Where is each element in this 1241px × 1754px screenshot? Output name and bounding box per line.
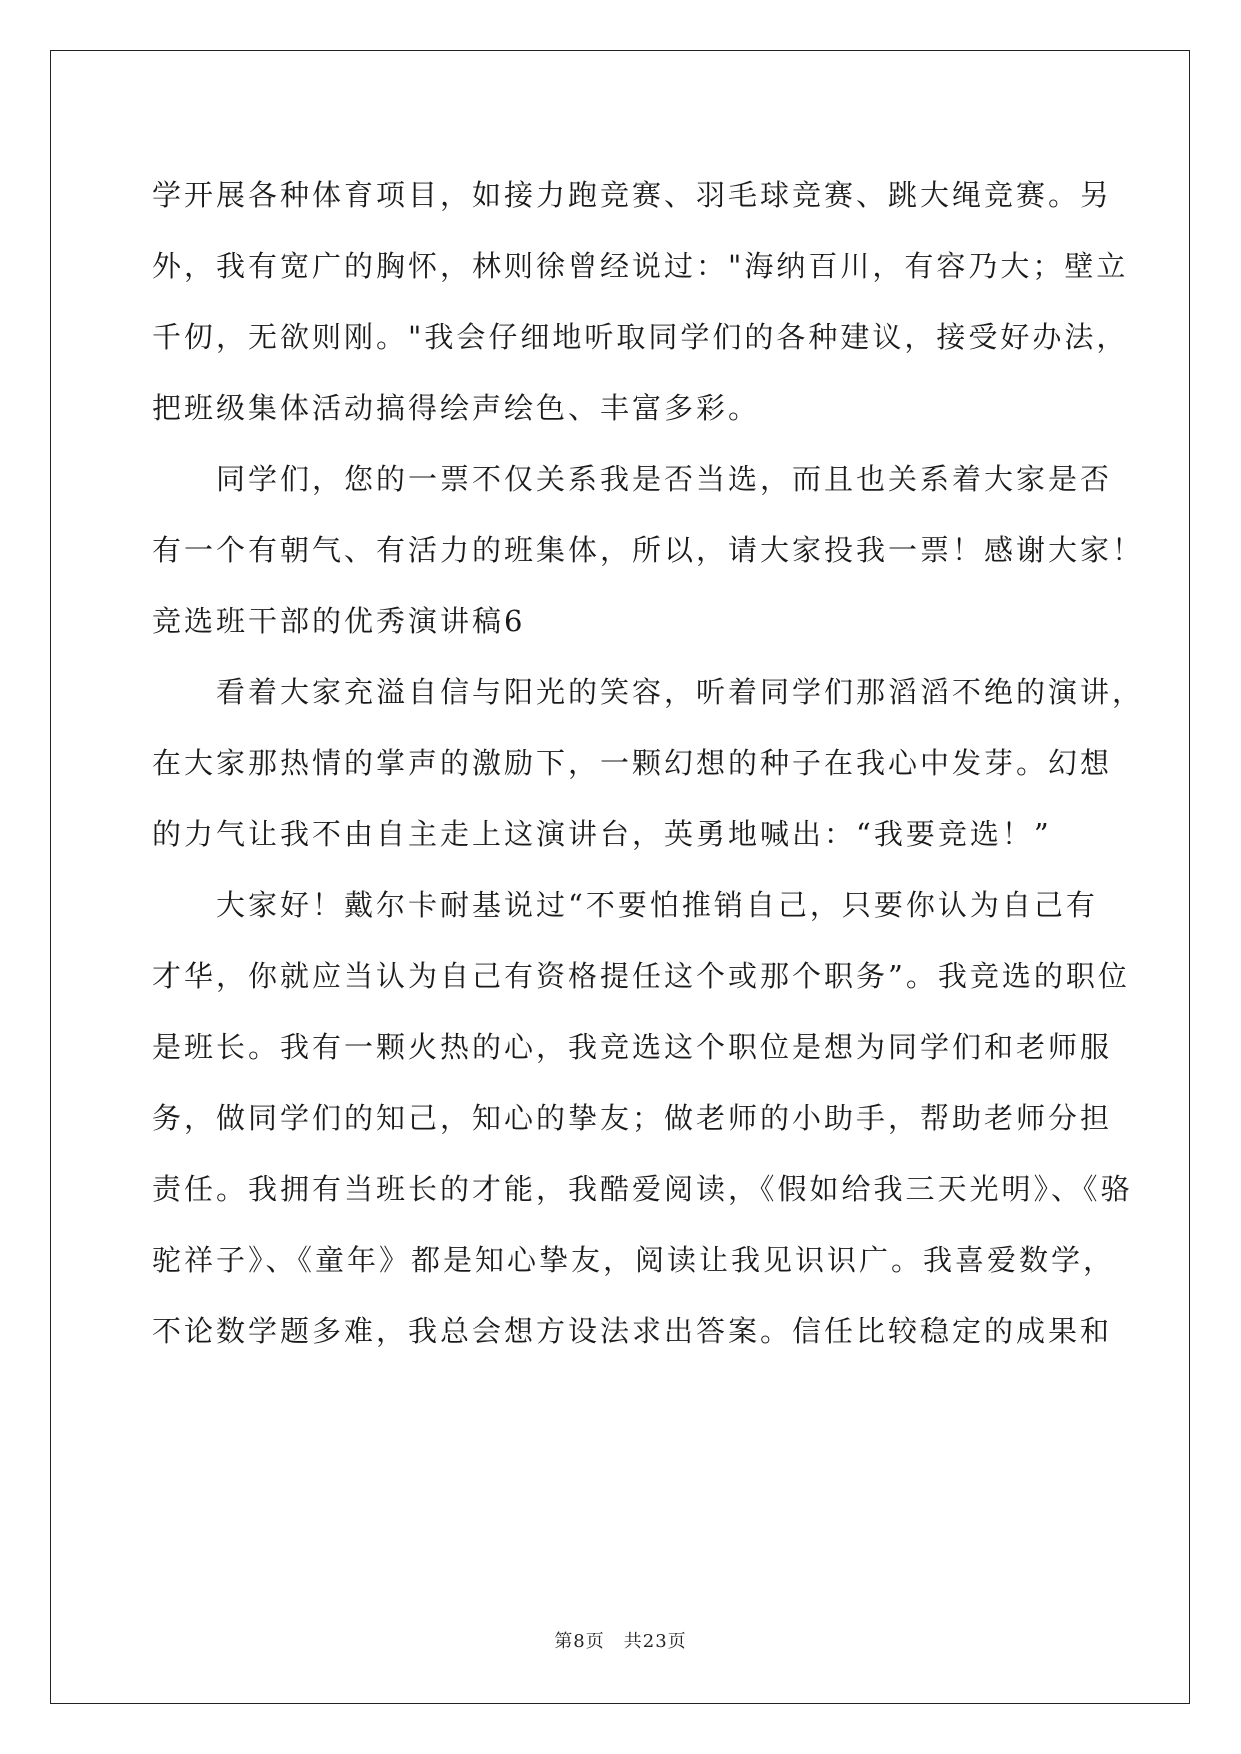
text-line: 责任。我拥有当班长的才能，我酷爱阅读，《假如给我三天光明》、《骆	[152, 1172, 1133, 1206]
text-line: 把班级集体活动搞得绘声绘色、丰富多彩。	[152, 391, 761, 425]
text-line: 千仞，无欲则刚。"我会仔细地听取同学们的各种建议，接受好办法，	[152, 320, 1129, 354]
document-body	[152, 160, 1145, 1367]
text-line: 有一个有朝气、有活力的班集体，所以，请大家投我一票！感谢大家！	[152, 533, 1145, 567]
text-line: 外，我有宽广的胸怀，林则徐曾经说过："海纳百川，有容乃大；壁立	[152, 249, 1129, 283]
text-line: 学开展各种体育项目，如接力跑竞赛、羽毛球竞赛、跳大绳竞赛。另	[152, 178, 1113, 212]
text-line: 不论数学题多难，我总会想方设法求出答案。信任比较稳定的成果和	[152, 1314, 1113, 1348]
paragraph-first-line: 同学们，您的一票不仅关系我是否当选，而且也关系着大家是否	[216, 462, 1113, 496]
paragraph-first-line: 看着大家充溢自信与阳光的笑容，听着同学们那滔滔不绝的演讲，	[216, 675, 1145, 709]
text-line: 务，做同学们的知己，知心的挚友；做老师的小助手，帮助老师分担	[152, 1101, 1113, 1135]
text-line: 在大家那热情的掌声的激励下，一颗幻想的种子在我心中发芽。幻想	[152, 746, 1113, 780]
text-line: 驼祥子》、《童年》都是知心挚友，阅读让我见识识广。我喜爱数学，	[152, 1243, 1116, 1277]
text-line: 是班长。我有一颗火热的心，我竞选这个职位是想为同学们和老师服	[152, 1030, 1113, 1064]
page-number-footer: 第8页 共23页	[554, 1631, 687, 1652]
paragraph-first-line: 大家好！戴尔卡耐基说过“不要怕推销自己，只要你认为自己有	[216, 888, 1098, 922]
text-line: 的力气让我不由自主走上这演讲台，英勇地喊出：“我要竞选！”	[152, 817, 1052, 851]
text-line: 才华，你就应当认为自己有资格提任这个或那个职务”。我竞选的职位	[152, 959, 1130, 993]
section-heading: 竞选班干部的优秀演讲稿6	[152, 604, 526, 638]
